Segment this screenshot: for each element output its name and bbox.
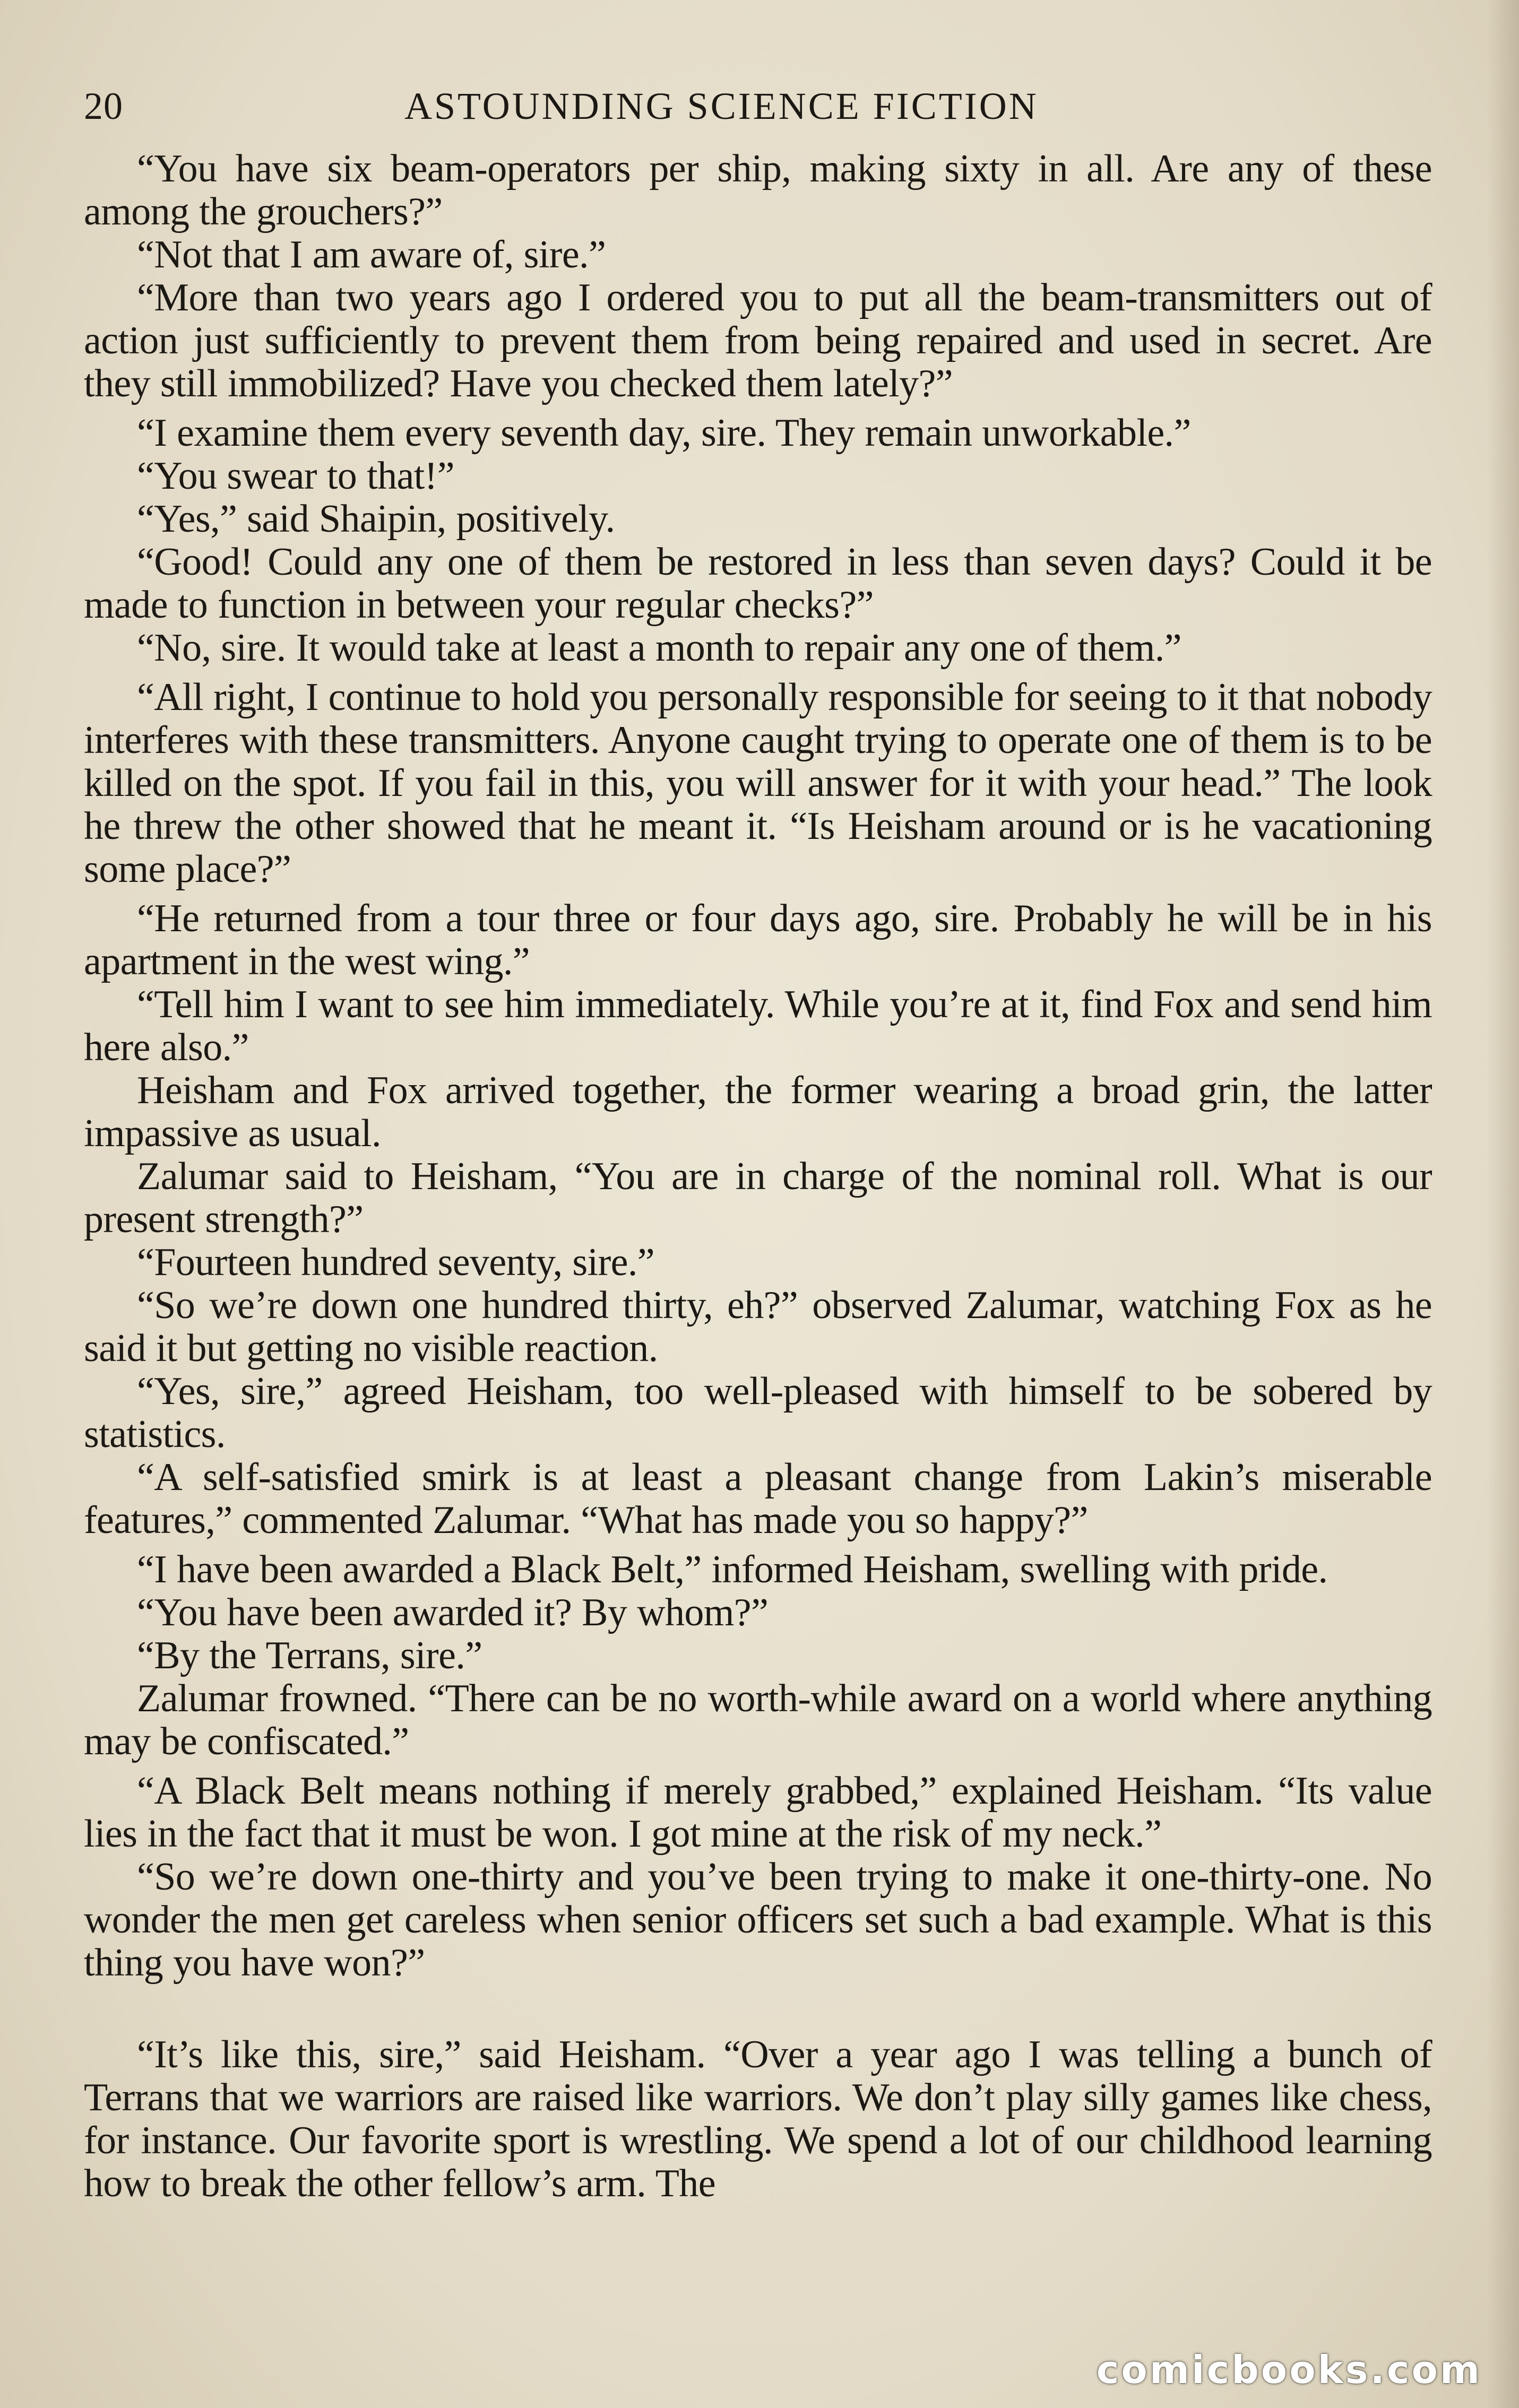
watermark-logo: comicbooks.com [1096,2348,1482,2392]
paragraph: “No, sire. It would take at least a month to repair any one of them.” [137,626,1181,670]
paragraph: “You swear to that!” [137,454,454,498]
page-header [84,80,1103,138]
paragraph: “Yes,” said Shaipin, positively. [137,497,615,541]
paragraph: “Tell him I want to see him immediately. While you’re at it, find Fox and send him here also.” [84,983,1432,1069]
paragraph: “So we’re down one hundred thirty, eh?” observed Zalumar, watching Fox as he said it but getting no visible reaction. [84,1284,1432,1370]
paragraph: “More than two years ago I ordered you to put all the beam-transmitters out of action just sufficiently to prevent them from being repaired and used in secret. Are they still immobilized? Have you checked them lately?” [84,276,1432,405]
paragraph: “By the Terrans, sire.” [137,1634,482,1677]
paragraph: “Yes, sire,” agreed Heisham, too well-pleased with himself to be sobered by statistics. [84,1370,1432,1456]
paragraph: Heisham and Fox arrived together, the former wearing a broad grin, the latter impassive as usual. [84,1069,1432,1155]
paragraph: “Not that I am aware of, sire.” [137,233,606,276]
paragraph: “Fourteen hundred seventy, sire.” [137,1241,655,1284]
paragraph: Zalumar frowned. “There can be no worth-while award on a world where anything may be confiscated.” [84,1677,1432,1763]
running-head: ASTOUNDING SCIENCE FICTION [404,85,1039,127]
paragraph: “So we’re down one-thirty and you’ve been trying to make it one-thirty-one. No wonder the men get careless when senior officers set such a bad example. What is this thing you have won?” [84,1855,1432,1985]
paragraph: “You have been awarded it? By whom?” [137,1591,769,1634]
paragraph: Zalumar said to Heisham, “You are in charge of the nominal roll. What is our present strength?” [84,1155,1432,1241]
paragraph: “All right, I continue to hold you personally responsible for seeing to it that nobody interferes with these transmitters. Anyone caught trying to operate one of them is to be killed on the spot. If you fail in this, you will answer for it with your head.” The look he threw the other showed that he meant it. “Is Heisham around or is he vacationing some place?” [84,675,1432,891]
page-edge-shadow [1487,0,1519,2408]
paragraph: “I have been awarded a Black Belt,” informed Heisham, swelling with pride. [137,1548,1328,1591]
paragraph: “A self-satisfied smirk is at least a pleasant change from Lakin’s miserable features,” commented Zalumar. “What has made you so happy?” [84,1456,1432,1542]
paragraph: “Good! Could any one of them be restored in less than seven days? Could it be made to function in between your regular checks?” [84,540,1432,627]
page-number: 20 [84,85,123,127]
body-text [84,148,1432,2205]
paragraph: “I examine them every seventh day, sire. They remain unworkable.” [137,411,1191,455]
paragraph: “A Black Belt means nothing if merely grabbed,” explained Heisham. “Its value lies in the fact that it must be won. I got mine at the risk of my neck.” [84,1769,1432,1856]
paragraph: “He returned from a tour three or four days ago, sire. Probably he will be in his apartment in the west wing.” [84,897,1432,983]
paragraph: “It’s like this, sire,” said Heisham. “Over a year ago I was telling a bunch of Terrans that we warriors are raised like warriors. We don’t play silly games like chess, for instance. Our favorite sport is wrestling. We spend a lot of our childhood learning how to break the other fellow’s arm. The [84,2033,1432,2205]
paragraph: “You have six beam-operators per ship, making sixty in all. Are any of these among the grouchers?” [84,147,1432,233]
